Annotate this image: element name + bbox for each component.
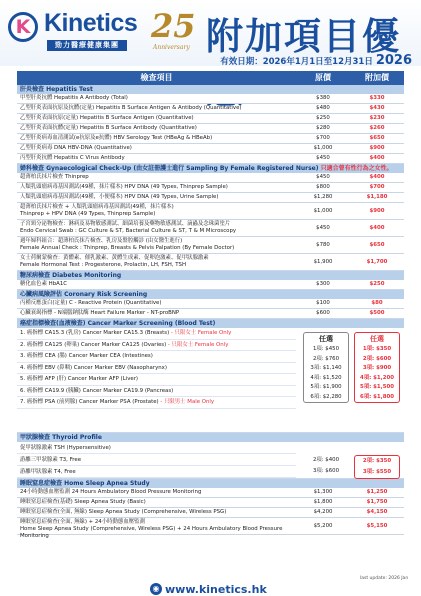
item-description <box>17 237 296 253</box>
last-update: last update: 2026 Jan <box>360 576 409 581</box>
item-name-en: Female Annual Check : Thinprep, Breasts & Pelvis Palpation (By Female Doctor) <box>20 245 235 251</box>
item-description <box>17 183 296 192</box>
item-name: 甲型肝炎抗體 Hepatitis A Antibody (Total) <box>20 95 128 101</box>
item-name: 女士荷爾蒙檢查：黃體素、催乳激素、黃體生成素、促卵泡激素、促甲狀腺激素 <box>20 255 209 261</box>
item-description <box>17 104 296 113</box>
kinetics-logo-icon: K <box>8 12 38 42</box>
item-description <box>17 114 296 123</box>
gender-restriction: - 只限女士 Female Only <box>166 341 229 348</box>
thyroid-item: 游離甲狀腺素 T4, Free <box>17 466 296 478</box>
item-description <box>17 203 296 219</box>
item-name: 子宮頸分泌物檢查：淋病及易物敏感測試、細菌培養及藥物敏感測試、滴蟲及念珠菌塗片 <box>20 221 231 227</box>
pick-price: 1項: $450 <box>312 346 340 352</box>
item-name: 超薄柏氏抹片檢查 + 人類乳頭瘤病毒基因測試(49種，抹片樣本) <box>20 204 174 210</box>
section-gyn <box>17 164 404 173</box>
original-price: $1,000 <box>313 145 333 151</box>
addon-price: $900 <box>369 208 385 214</box>
original-price: $250 <box>316 115 330 121</box>
table-row <box>17 173 404 183</box>
table-row <box>17 488 404 498</box>
gender-restriction: - 只限女士 Female Only <box>169 330 232 336</box>
website-link[interactable]: www.kinetics.hk <box>165 583 267 596</box>
item-name: 超薄柏氏抹片檢查 Thinprep <box>20 174 89 180</box>
addon-price: $260 <box>369 125 385 131</box>
valid-period <box>182 55 412 68</box>
tumor-marker-name: 6. 癌指標 CA19.9 (胰臟) Cancer Marker CA19.9 (Pancreas) <box>20 387 174 394</box>
original-price: $700 <box>316 135 330 141</box>
item-name-en: Female Hormonal Test : Progesterone, Prolactin, LH, FSH, TSH <box>20 262 187 268</box>
original-price: $1,800 <box>313 499 333 505</box>
tumor-marker-item <box>17 397 296 409</box>
pick-price: 3項: $900 <box>362 365 392 371</box>
addon-price: $400 <box>369 225 385 231</box>
table-row <box>17 203 404 220</box>
table-row <box>17 144 404 154</box>
table-row <box>17 299 404 309</box>
period-year: 2026 <box>375 53 412 68</box>
thyroid-item: 游離三甲狀腺素 T3, Free <box>17 454 296 466</box>
tumor-marker-item <box>17 340 296 352</box>
original-price: $780 <box>316 242 330 248</box>
period-label: 有效日期：2026年1月1日至12月31日 <box>220 57 373 67</box>
tumor-offer-box <box>354 332 400 403</box>
brand-tagline: 勁力醫療健康集團 <box>47 40 127 51</box>
col-item: 檢查項目 <box>140 73 173 82</box>
pick-price: 6項: $1,800 <box>360 393 394 400</box>
tumor-marker-name: 5. 癌指標 AFP (肝) Cancer Marker AFP (Liver) <box>20 376 139 382</box>
item-name: 心臟衰竭指標 - N端腦鈉肽酶 Heart Failure Marker - NT-proBNP <box>20 310 180 316</box>
pick-price: 2項: $400 <box>312 457 340 463</box>
tumor-marker-name: 2. 癌指標 CA125 (卵巢) Cancer Marker CA125 (Ovaries) <box>20 341 167 348</box>
thyroid-price-box <box>303 455 349 477</box>
item-name: 糖化血色素 HbA1C <box>20 281 68 287</box>
item-name: 乙型肝炎表面抗原及抗體(定量) Hepatitis B Surface Antigen & Antibody (Quantitative) <box>20 105 242 111</box>
table-row <box>17 124 404 134</box>
original-price: $600 <box>316 310 330 316</box>
item-description <box>17 309 296 318</box>
tumor-marker-item <box>17 363 296 375</box>
item-name: 週年婦科組合：超薄柏氏抹片檢查、乳房及盤腔觸診 (由女醫生進行) <box>20 238 183 244</box>
pick-price: 6項: $2,280 <box>310 393 342 400</box>
item-name: 乙型肝炎表面抗體(定量) Hepatitis B Surface Antibody (Quantitative) <box>20 125 197 131</box>
pick-price: 5項: $1,500 <box>360 384 394 390</box>
addon-price: $400 <box>369 174 385 180</box>
item-name: 睡眠窒息症檢查(全面, 無線) Sleep Apnea Study (Comprehensive, Wireless PSG) <box>20 509 227 515</box>
cardio-rows <box>17 299 404 319</box>
hepatitis-rows <box>17 94 404 164</box>
tumor-marker-name: 3. 癌指標 CEA (腸) Cancer Marker CEA (Intestines) <box>20 353 153 359</box>
addon-price: $1,180 <box>366 194 388 200</box>
item-name-en: Thinprep + HPV DNA (49 Types, Thinprep Sample) <box>20 211 156 217</box>
table-row <box>17 518 404 539</box>
original-price: $5,200 <box>313 523 333 529</box>
pick-price: 3項: $550 <box>362 469 392 475</box>
addon-price: $1,250 <box>366 489 388 495</box>
pick-heading: 任選 <box>370 335 384 343</box>
table-row <box>17 498 404 508</box>
section-cardio: 心臟病風險評估 Coronary Risk Screening <box>17 290 404 299</box>
item-description <box>17 254 296 270</box>
section-gyn-title: 婦科檢查 Gynaecological Check-Up <box>20 165 132 172</box>
section-thyroid: 甲狀腺檢查 Thyroid Profile <box>17 433 404 442</box>
pick-price: 4項: $1,520 <box>310 374 342 381</box>
item-description <box>17 193 296 202</box>
addon-price: $400 <box>369 155 385 161</box>
table-row <box>17 254 404 271</box>
table-row <box>17 508 404 518</box>
addon-price: $5,150 <box>366 523 388 529</box>
pick-price: 3項: $1,140 <box>310 365 342 371</box>
table-row <box>17 220 404 237</box>
item-name: 睡眠窒息症檢查(全面, 無線) + 24小時動態血壓監測 <box>20 519 145 525</box>
anniversary-text: Anniversary <box>153 44 190 51</box>
globe-icon: ◉ <box>150 583 162 595</box>
page-footer <box>0 575 421 595</box>
original-price: $450 <box>316 225 330 231</box>
original-price: $300 <box>316 281 330 287</box>
item-name: 乙型肝炎表面抗原(定量) Hepatitis B Surface Antigen (Quantitative) <box>20 115 194 121</box>
pick-price: 5項: $1,900 <box>310 384 342 390</box>
item-name: 乙型肝炎病毒血清測試(e抗原及e抗體) HBV Serology Test (HBeAg & HBeAb) <box>20 135 213 141</box>
pick-price: 1項: $350 <box>362 346 392 352</box>
tumor-price-box <box>303 332 349 403</box>
addon-price: $330 <box>369 95 385 101</box>
section-hepatitis: 肝炎檢查 Hepatitis Test <box>17 85 404 94</box>
pick-price: 2項: $600 <box>362 355 392 362</box>
section-sleep: 睡眠窒息症檢查 Home Sleep Apnea Study <box>17 479 404 488</box>
item-name: 丙種反應蛋白(定量) C - Reactive Protein (Quantitative) <box>20 300 162 306</box>
brand-name: Kinetics <box>44 9 138 37</box>
original-price: $1,000 <box>313 208 333 214</box>
item-description <box>17 299 296 308</box>
col-price: 原價 <box>315 73 331 82</box>
tumor-marker-name: 7. 癌指標 PSA (前列腺) Cancer Marker PSA (Prostate) <box>20 399 159 405</box>
original-price: $4,200 <box>313 509 333 515</box>
sleep-rows <box>17 488 404 539</box>
table-row <box>17 134 404 144</box>
item-description <box>17 94 296 103</box>
item-description <box>17 488 296 497</box>
addon-price: $500 <box>369 310 385 316</box>
tumor-marker-item <box>17 386 296 398</box>
item-name: 人類乳頭瘤病毒基因測試(49種，小便樣本) HPV DNA (49 Types, Urine Sample) <box>20 194 219 200</box>
item-name-en: Endo Cervical Swab : GC Culture & ST, Bacterial Culture & ST, T & M Microscopy <box>20 228 237 234</box>
addon-price: $80 <box>371 300 383 306</box>
item-description <box>17 498 296 507</box>
original-price: $480 <box>316 105 330 111</box>
item-name-en: Home Sleep Apnea Study (Comprehensive, Wireless PSG) + 24 Hours Ambulatory Blood Pressure Monitoring <box>20 526 283 539</box>
table-row <box>17 104 404 114</box>
item-description <box>17 173 296 182</box>
tumor-block <box>17 328 404 433</box>
section-gyn-warning: 只適合曾有性行為之女性。 <box>320 165 393 172</box>
item-name: 人類乳頭瘤病毒基因測試(49種，抹片樣本) HPV DNA (49 Types, Thinprep Sample) <box>20 184 228 190</box>
section-gyn-note: (由女註冊護士進行 Sampling By Female Registered Nurse) <box>133 165 319 172</box>
tumor-marker-item <box>17 328 296 340</box>
diabetes-rows <box>17 280 404 290</box>
pick-price: 3項: $600 <box>312 468 340 474</box>
tumor-marker-name: 1. 癌指標 CA15.3 (乳房) Cancer Marker CA15.3 (Breasts) <box>20 330 170 336</box>
original-price: $800 <box>316 184 330 190</box>
item-description <box>17 220 296 236</box>
tumor-marker-name: 4. 癌指標 EBV (鼻咽) Cancer Marker EBV (Nasopharynx) <box>20 364 167 371</box>
addon-price: $650 <box>369 135 385 141</box>
item-name: 24小時動態血壓監測 24 Hours Ambulatory Blood Pressure Monitoring <box>20 489 202 495</box>
item-name: 睡眠窒息症檢查(基礎) Sleep Apnea Study (Basic) <box>20 499 146 505</box>
gender-restriction: - 只限男士 Male Only <box>158 399 215 405</box>
table-row <box>17 193 404 203</box>
table-row <box>17 154 404 164</box>
price-table <box>17 71 404 539</box>
addon-price: $1,700 <box>366 259 388 265</box>
item-description <box>17 518 296 539</box>
page-title: 附加項目優 <box>206 15 401 58</box>
addon-price: $230 <box>369 115 385 121</box>
original-price: $1,900 <box>313 259 333 265</box>
item-name: 丙型肝炎抗體 Hepatitis C Virus Antibody <box>20 155 125 161</box>
addon-price: $4,150 <box>366 509 388 515</box>
table-row <box>17 183 404 193</box>
addon-price: $650 <box>369 242 385 248</box>
table-row <box>17 94 404 104</box>
tumor-marker-item <box>17 351 296 363</box>
item-name: 乙型肝炎病毒 DNA HBV-DNA (Quantitative) <box>20 145 132 151</box>
original-price: $280 <box>316 125 330 131</box>
original-price: $1,280 <box>313 194 333 200</box>
col-addon: 附加價 <box>365 73 389 82</box>
original-price: $450 <box>316 155 330 161</box>
table-row <box>17 280 404 290</box>
thyroid-block <box>17 442 404 479</box>
section-tumor: 癌症指標檢查(血液檢查) Cancer Marker Screening (Blood Test) <box>17 319 404 328</box>
item-description <box>17 154 296 163</box>
page-header <box>0 0 421 66</box>
pick-price: 4項: $1,200 <box>360 374 394 381</box>
addon-price: $700 <box>369 184 385 190</box>
original-price: $100 <box>316 300 330 306</box>
thyroid-item: 促甲狀腺激素 TSH (Hypersensitive) <box>17 442 296 454</box>
anniversary-number: 25 <box>151 7 196 45</box>
tumor-marker-item <box>17 374 296 386</box>
addon-price: $250 <box>369 281 385 287</box>
gyn-rows <box>17 173 404 271</box>
addon-price: $1,750 <box>366 499 388 505</box>
table-row <box>17 114 404 124</box>
table-row <box>17 309 404 319</box>
table-row <box>17 237 404 254</box>
original-price: $380 <box>316 95 330 101</box>
addon-price: $430 <box>369 105 385 111</box>
pick-price: 2項: $350 <box>362 458 392 464</box>
item-description <box>17 134 296 143</box>
original-price: $1,300 <box>313 489 333 495</box>
item-description <box>17 280 296 289</box>
addon-price: $900 <box>369 145 385 151</box>
original-price: $450 <box>316 174 330 180</box>
item-description <box>17 144 296 153</box>
item-description <box>17 508 296 517</box>
table-header <box>17 71 404 85</box>
item-description <box>17 124 296 133</box>
pick-heading: 任選 <box>319 335 333 343</box>
pick-price: 2項: $760 <box>312 355 340 362</box>
section-diabetes: 糖尿病檢查 Diabetes Monitoring <box>17 271 404 280</box>
thyroid-offer-box <box>354 455 400 479</box>
